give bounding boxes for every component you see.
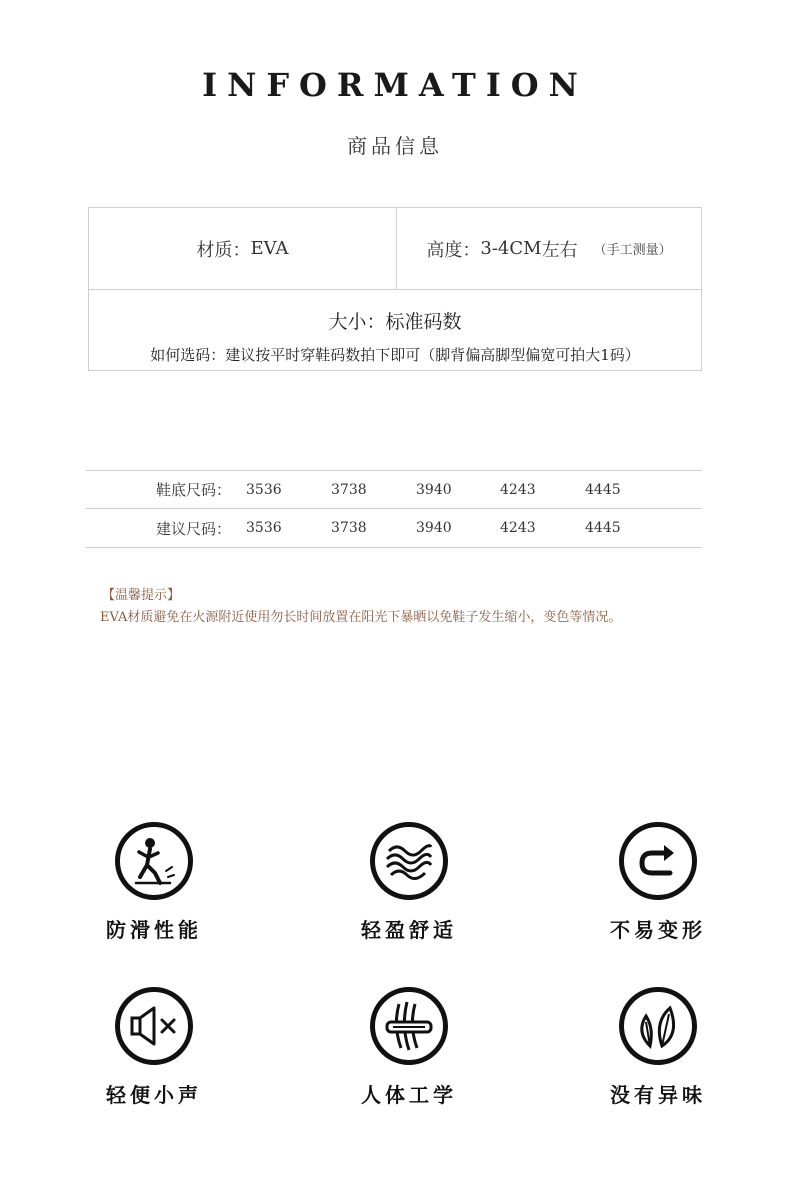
table-cell: 4243 xyxy=(500,520,536,536)
tip-body-text: 材质避免在火源附近使用勿长时间放置在阳光下暴晒以免鞋子发生缩小，变色等情况。 xyxy=(127,610,622,625)
feature-icon-circle xyxy=(370,822,448,900)
height-cell xyxy=(397,208,701,289)
table-cell: 3738 xyxy=(331,481,367,498)
material-cell xyxy=(89,208,397,289)
feature-label: 不易变形 xyxy=(610,918,706,942)
material-label: 材质： xyxy=(196,239,251,261)
feature-lightweight xyxy=(329,822,489,943)
height-note: （手工测量） xyxy=(593,243,672,258)
how-to-choose-number: 1 xyxy=(600,346,610,364)
foot-arch-icon xyxy=(375,992,443,1060)
table-cell: 3940 xyxy=(416,520,452,536)
table-cell: 3536 xyxy=(246,481,282,498)
height-label: 高度： xyxy=(426,239,481,261)
how-to-choose-part-a: 如何选码：建议按平时穿鞋码数拍下即可（脚背偏高脚型偏宽可拍大 xyxy=(150,346,601,364)
table-cell: 4243 xyxy=(500,481,536,498)
feature-anti-slip xyxy=(74,822,234,943)
feature-label: 没有异味 xyxy=(610,1083,706,1107)
spec-row xyxy=(89,208,701,290)
feature-icon-circle xyxy=(115,822,193,900)
table-row xyxy=(86,509,702,547)
how-to-choose-text xyxy=(89,344,701,365)
slip-person-icon xyxy=(120,827,188,895)
spec-box xyxy=(88,207,702,371)
feature-icon-circle xyxy=(370,987,448,1065)
feature-label: 轻便小声 xyxy=(106,1083,202,1107)
table-cell: 3738 xyxy=(331,520,367,536)
feature-quiet xyxy=(74,987,234,1108)
leaves-icon xyxy=(624,992,692,1060)
feature-ergonomic xyxy=(329,987,489,1108)
size-table xyxy=(86,470,702,548)
how-to-choose-part-b: 码） xyxy=(609,346,640,364)
table-row xyxy=(86,471,702,509)
feature-icon-circle xyxy=(115,987,193,1065)
page-title: INFORMATION xyxy=(202,66,588,104)
feature-icon-circle xyxy=(619,822,697,900)
return-arrow-icon xyxy=(624,827,692,895)
tip-heading: 【温馨提示】 xyxy=(102,588,181,603)
tip-body-prefix: EVA xyxy=(100,610,128,625)
tip-body xyxy=(100,606,621,625)
feature-label: 轻盈舒适 xyxy=(361,918,457,942)
height-value: 3-4CM xyxy=(480,238,542,259)
table-cell: 4445 xyxy=(585,520,621,536)
feature-icon-circle xyxy=(619,987,697,1065)
row-label-sole: 鞋底尺码： xyxy=(156,481,232,499)
table-cell: 3536 xyxy=(246,520,282,536)
feature-no-deform xyxy=(578,822,738,943)
size-standard-text: 大小：标准码数 xyxy=(328,311,462,333)
speaker-mute-icon xyxy=(120,992,188,1060)
feature-odorless xyxy=(578,987,738,1108)
material-value: EVA xyxy=(250,238,289,259)
row-label-suggested: 建议尺码： xyxy=(156,519,232,538)
table-cell: 4445 xyxy=(585,481,621,498)
feature-label: 防滑性能 xyxy=(106,918,202,942)
page-subtitle: 商品信息 xyxy=(347,134,443,158)
table-cell: 3940 xyxy=(416,481,452,498)
feature-label: 人体工学 xyxy=(361,1083,457,1107)
waves-icon xyxy=(375,827,443,895)
height-suffix: 左右 xyxy=(541,239,578,261)
